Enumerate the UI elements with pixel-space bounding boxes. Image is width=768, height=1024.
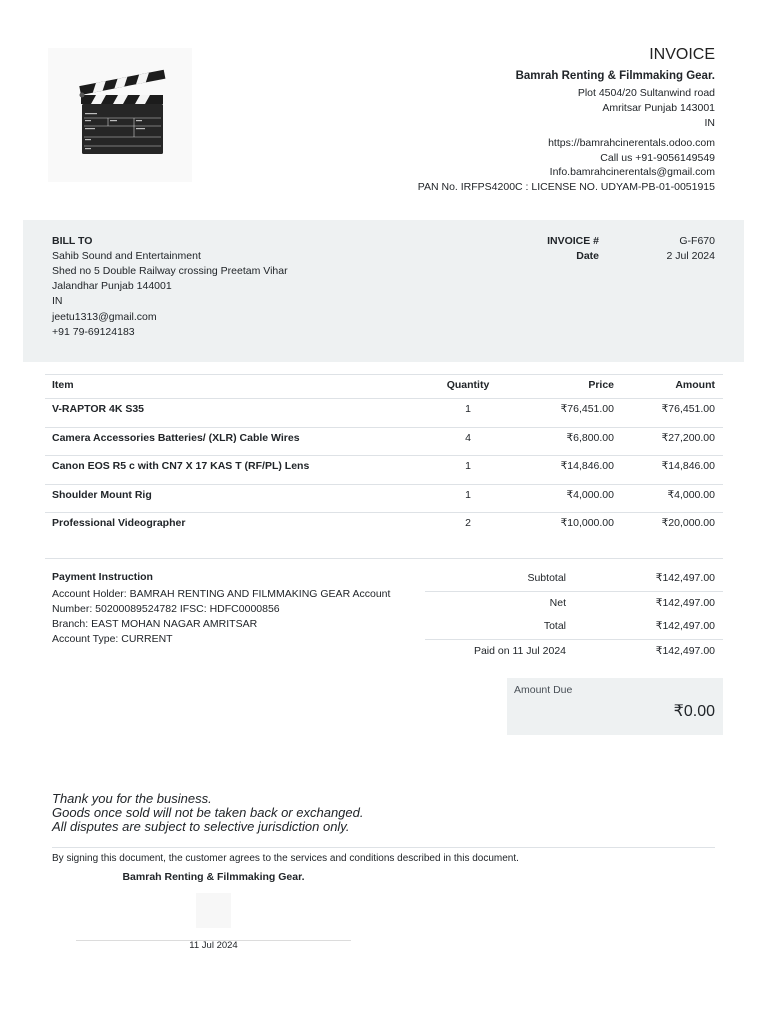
header-amount: Amount	[675, 379, 715, 391]
item-name: Canon EOS R5 c with CN7 X 17 KAS T (RF/PL) Lens	[52, 460, 310, 472]
invoice-date-label: Date	[576, 249, 599, 262]
header-price: Price	[588, 379, 614, 391]
payment-instruction-heading: Payment Instruction	[52, 571, 153, 583]
amount-due-value: ₹0.00	[673, 703, 715, 720]
payment-branch: Branch: EAST MOHAN NAGAR AMRITSAR	[52, 617, 258, 630]
amount-due-label: Amount Due	[514, 684, 573, 696]
note-line: All disputes are subject to selective jurisdiction only.	[52, 819, 350, 834]
item-name: Shoulder Mount Rig	[52, 488, 152, 501]
document-title: INVOICE	[649, 46, 715, 63]
total-value: ₹142,497.00	[655, 620, 715, 632]
customer-phone: +91 79-69124183	[52, 325, 135, 338]
company-contact	[418, 136, 715, 195]
total-row	[425, 615, 723, 640]
signature-date: 11 Jul 2024	[189, 940, 238, 951]
invoice-number: G-F670	[679, 234, 715, 247]
note-line: Thank you for the business.	[52, 791, 212, 806]
item-name: Professional Videographer	[52, 517, 186, 529]
subtotal-row	[425, 567, 723, 592]
item-name: V-RAPTOR 4K S35	[52, 403, 145, 415]
table-row	[45, 428, 723, 457]
invoice-number-row	[515, 234, 715, 249]
payment-account-type: Account Type: CURRENT	[52, 632, 173, 645]
bill-to-section	[52, 234, 288, 340]
note-line: Goods once sold will not be taken back or exchanged.	[52, 805, 364, 820]
notes-divider	[52, 847, 715, 848]
signature-company: Bamrah Renting & Filmmaking Gear.	[122, 871, 305, 883]
header-item: Item	[52, 379, 74, 391]
item-quantity: 4	[465, 431, 471, 444]
item-amount: ₹4,000.00	[667, 488, 715, 501]
signature-image	[196, 893, 231, 928]
customer-name: Sahib Sound and Entertainment	[52, 249, 201, 262]
table-row	[45, 513, 723, 542]
customer-country: IN	[52, 295, 63, 308]
company-country: IN	[704, 117, 715, 129]
invoice-date-row	[515, 249, 715, 264]
net-row	[425, 592, 723, 615]
clapperboard-icon	[48, 48, 192, 182]
subtotal-value: ₹142,497.00	[655, 572, 715, 584]
item-price: ₹76,451.00	[560, 403, 614, 415]
company-logo	[48, 48, 192, 182]
totals-table	[425, 567, 723, 663]
amount-due-box	[507, 678, 723, 735]
customer-email: jeetu1313@gmail.com	[52, 310, 157, 323]
company-registration: PAN No. IRFPS4200C : LICENSE NO. UDYAM-PB-01-0051915	[417, 181, 715, 194]
paid-row	[425, 640, 723, 663]
item-amount: ₹14,846.00	[661, 460, 715, 472]
subtotal-label: Subtotal	[527, 572, 566, 584]
signing-terms: By signing this document, the customer agrees to the services and conditions described in this document.	[52, 853, 519, 864]
company-address-line: Plot 4504/20 Sultanwind road	[577, 87, 715, 99]
item-quantity: 2	[465, 517, 471, 529]
item-quantity: 1	[465, 403, 471, 415]
item-name: Camera Accessories Batteries/ (XLR) Cable Wires	[52, 431, 300, 444]
company-phone: Call us +91-9056149549	[600, 151, 715, 164]
item-price: ₹6,800.00	[566, 431, 614, 444]
item-quantity: 1	[465, 488, 471, 501]
company-address-line: Amritsar Punjab 143001	[602, 102, 715, 114]
bill-to-heading: BILL TO	[52, 234, 93, 247]
payment-instruction	[52, 587, 407, 647]
company-website: https://bamrahcinerentals.odoo.com	[548, 137, 715, 149]
line-items-table	[45, 374, 723, 542]
invoice-notes	[52, 792, 363, 834]
item-price: ₹4,000.00	[566, 488, 614, 501]
item-amount: ₹20,000.00	[661, 517, 715, 529]
net-label: Net	[549, 597, 566, 609]
company-address	[578, 86, 715, 131]
item-price: ₹10,000.00	[560, 517, 614, 529]
payment-account-details: Account Holder: BAMRAH RENTING AND FILMMAKING GEAR Account Number: 50200089524782 IFSC: HDFC0000856	[52, 587, 391, 615]
table-header	[45, 374, 723, 399]
net-value: ₹142,497.00	[655, 597, 715, 609]
total-label: Total	[543, 620, 566, 632]
header-quantity: Quantity	[446, 379, 490, 391]
table-row	[45, 399, 723, 428]
customer-address-line: Shed no 5 Double Railway crossing Preetam Vihar	[52, 264, 288, 277]
company-email: Info.bamrahcinerentals@gmail.com	[549, 166, 715, 179]
section-divider	[45, 558, 723, 559]
table-row	[45, 456, 723, 485]
item-amount: ₹76,451.00	[661, 403, 715, 415]
paid-value: ₹142,497.00	[655, 645, 715, 657]
item-quantity: 1	[465, 460, 471, 472]
table-row	[45, 485, 723, 514]
customer-address-line: Jalandhar Punjab 144001	[52, 280, 172, 293]
item-amount: ₹27,200.00	[661, 431, 715, 444]
item-price: ₹14,846.00	[560, 460, 614, 472]
invoice-meta	[515, 234, 715, 264]
company-name: Bamrah Renting & Filmmaking Gear.	[515, 70, 715, 82]
invoice-date: 2 Jul 2024	[666, 249, 715, 262]
paid-label: Paid on 11 Jul 2024	[473, 645, 566, 657]
invoice-number-label: INVOICE #	[547, 234, 599, 247]
